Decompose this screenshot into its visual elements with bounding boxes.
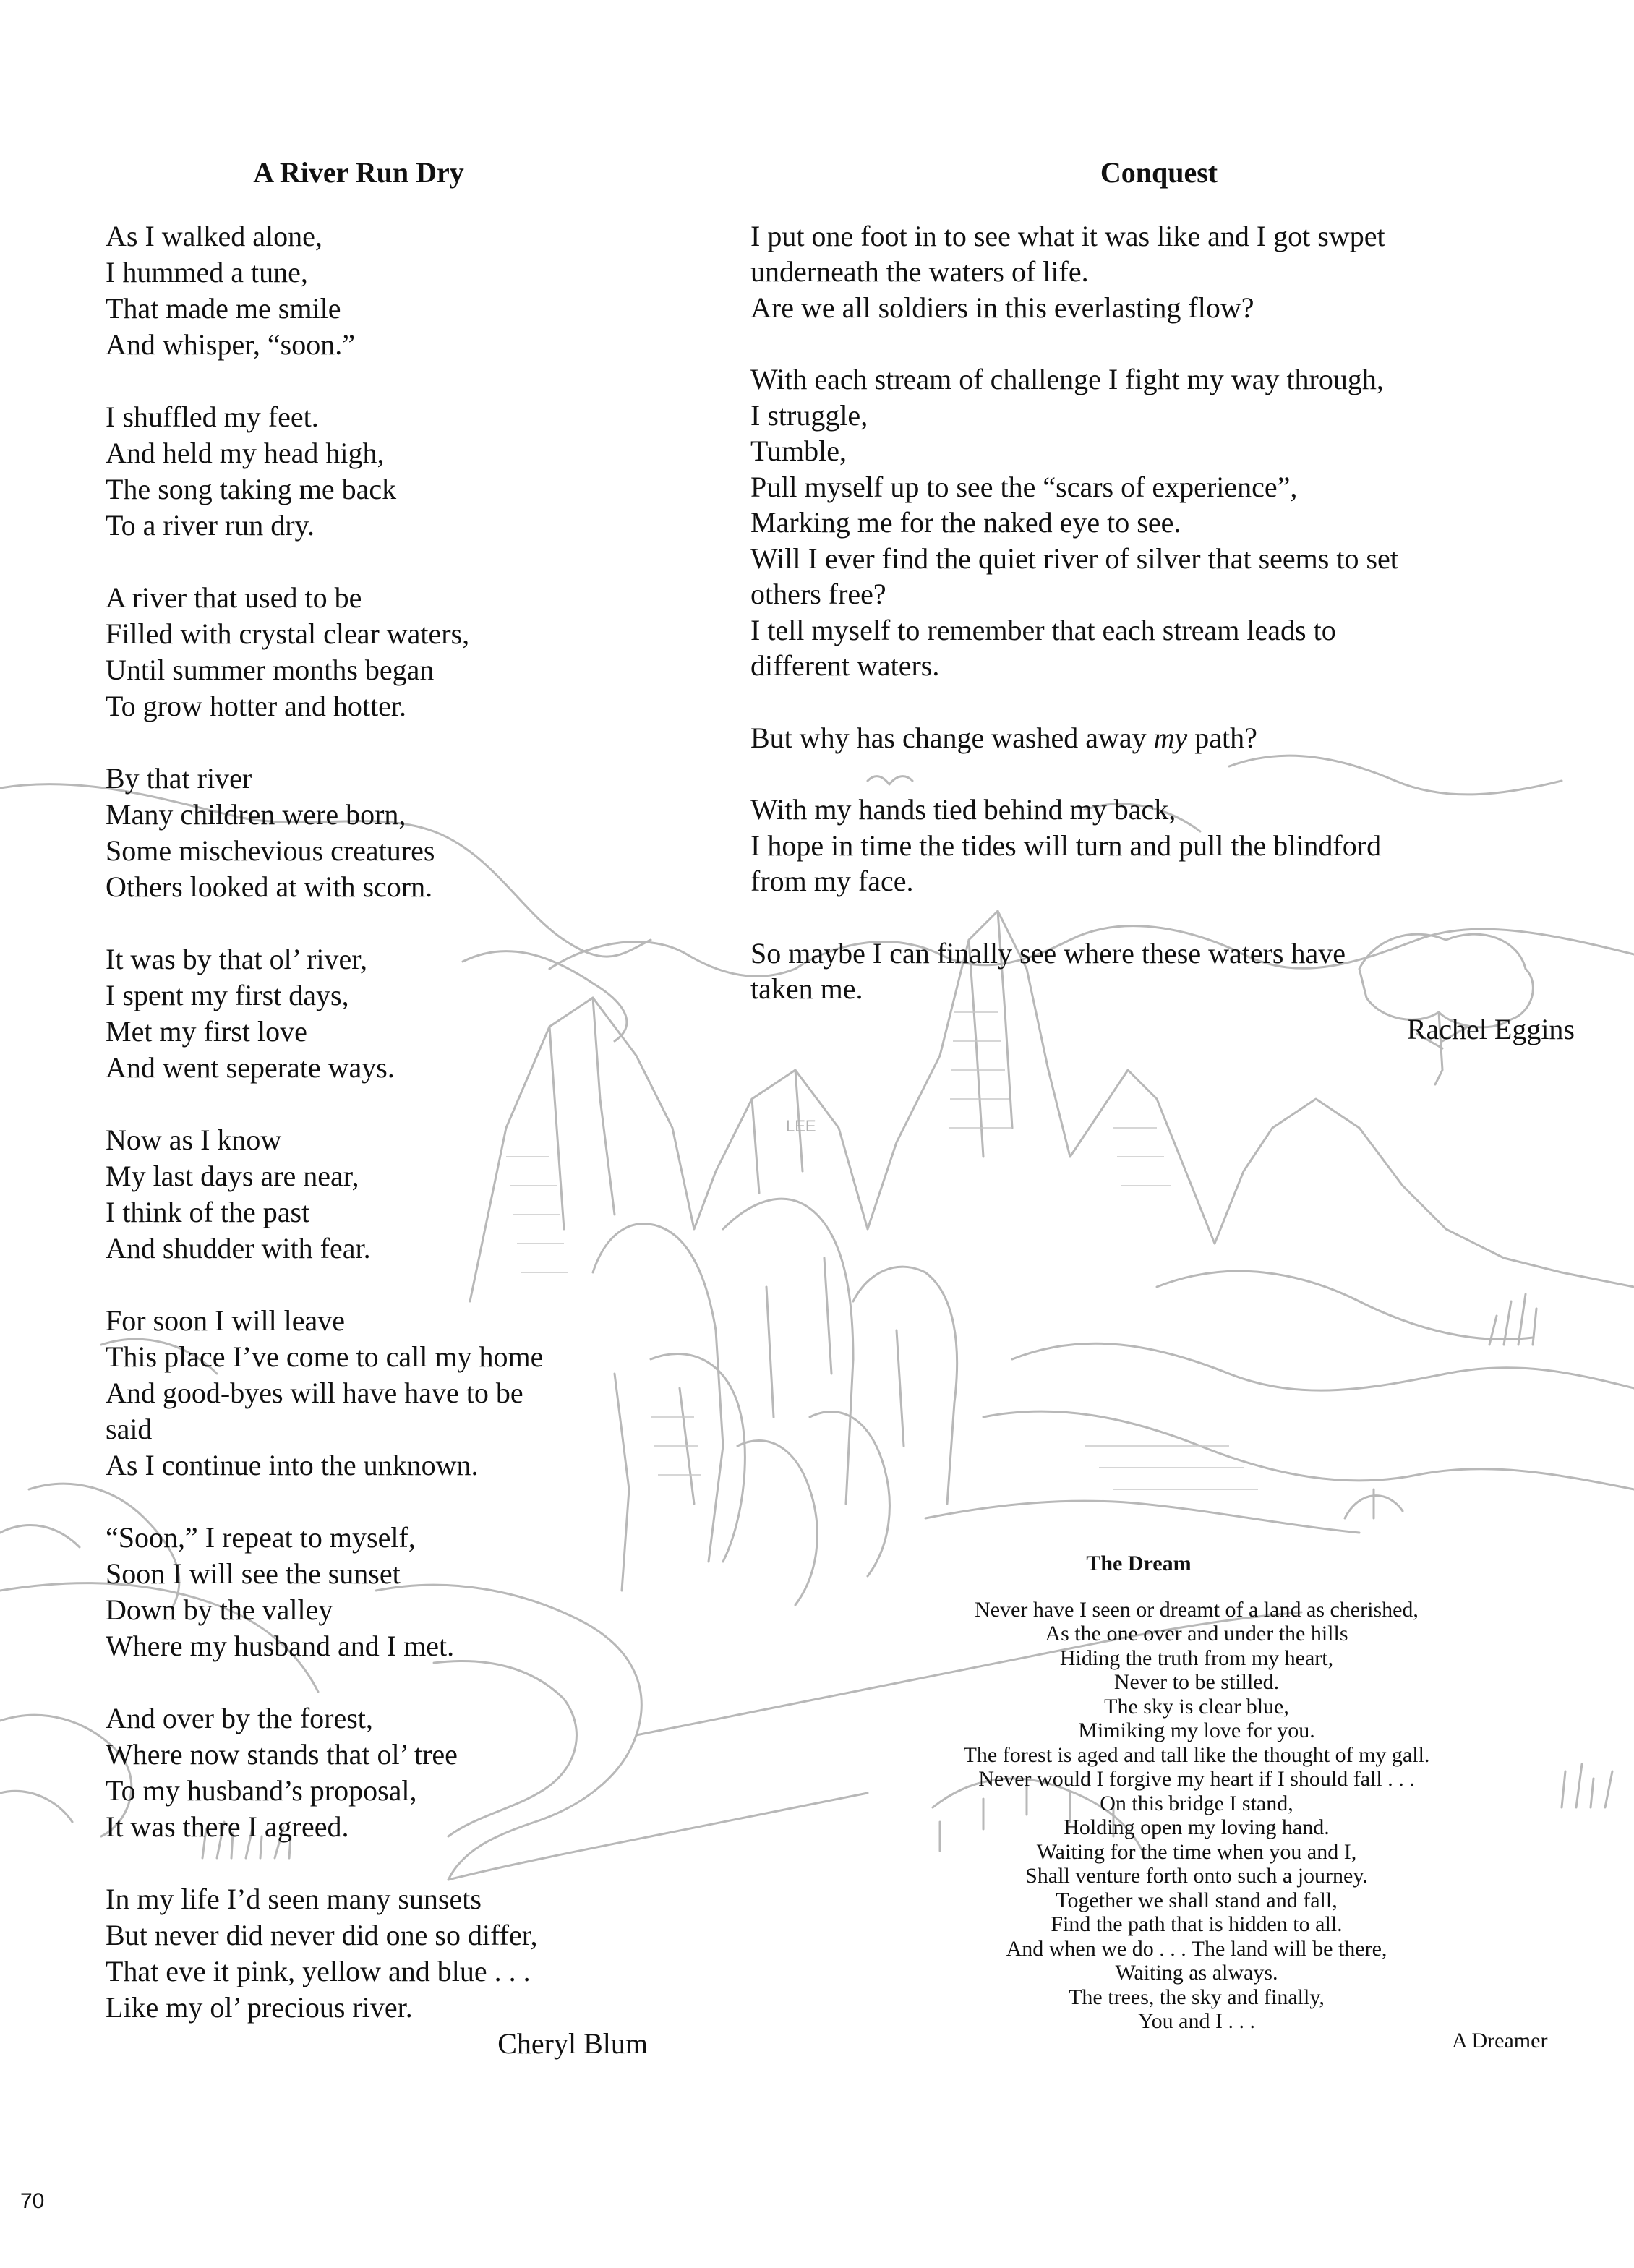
poem-stanza [106, 761, 655, 905]
poem-line: Hiding the truth from my heart, [1059, 1646, 1334, 1670]
poem-line: Together we shall stand and fall, [1056, 1888, 1338, 1912]
poem-line: And over by the forest, [106, 1702, 373, 1734]
poem-line: This place I’ve come to call my home [106, 1340, 544, 1373]
line-text: But why has change washed away [750, 721, 1154, 754]
poem-line: Never would I forgive my heart if I should fall . . . [978, 1767, 1415, 1791]
poem-stanza [106, 1520, 655, 1664]
poem-title: Conquest [1100, 156, 1218, 189]
poem-body [106, 218, 655, 2026]
poem-line: That made me smile [106, 292, 341, 325]
poem-line: Met my first love [106, 1015, 307, 1048]
poem-line: As I walked alone, [106, 220, 322, 252]
poem-stanza [106, 1303, 655, 1484]
poem-line: “Soon,” I repeat to myself, [106, 1521, 416, 1554]
poem-stanza [106, 1700, 655, 1845]
poem-line: By that river [106, 762, 252, 795]
poem-author: A Dreamer [1452, 2029, 1548, 2053]
poem-line: Some mischevious creatures [106, 834, 435, 867]
poem-line: It was there I agreed. [106, 1810, 349, 1843]
poem-body [889, 1598, 1504, 2034]
poem-line: Pull myself up to see the “scars of experience”, [750, 470, 1298, 503]
poem-line: My last days are near, [106, 1160, 359, 1192]
poem-stanza [106, 1122, 655, 1267]
poem-line: And went seperate ways. [106, 1051, 395, 1084]
poem-line: Down by the valley [106, 1593, 333, 1626]
poem-line: Soon I will see the sunset [106, 1557, 401, 1590]
poem-line: That eve it pink, yellow and blue . . . [106, 1955, 531, 1987]
poem-line: The song taking me back [106, 473, 397, 505]
poem-line: With each stream of challenge I fight my way through, [750, 363, 1384, 395]
poem-stanza [106, 941, 655, 1086]
poem-line: Now as I know [106, 1124, 282, 1156]
poem-line: I shuffled my feet. [106, 401, 319, 433]
poem-line: In my life I’d seen many sunsets [106, 1883, 482, 1915]
poem-stanza [106, 218, 655, 363]
poem-line: To my husband’s proposal, [106, 1774, 417, 1807]
poem-line [750, 720, 1575, 756]
poem-author: Cheryl Blum [497, 2027, 648, 2060]
poem-line: Never have I seen or dreamt of a land as cherished, [975, 1597, 1419, 1622]
poem-stanza [106, 1881, 655, 2026]
page-number: 70 [20, 2189, 45, 2213]
poem-line: Waiting as always. [1115, 1961, 1278, 1985]
poem-line: underneath the waters of life. [750, 255, 1089, 288]
poem-line: To grow hotter and hotter. [106, 690, 406, 722]
poem-line: Many children were born, [106, 798, 406, 831]
poem-line: So maybe I can finally see where these waters have [750, 936, 1346, 970]
poem-stanza [750, 218, 1575, 326]
poem-line: Shall venture forth onto such a journey. [1025, 1864, 1368, 1888]
poem-line: taken me. [750, 972, 863, 1005]
poem-line: Are we all soldiers in this everlasting flow? [750, 291, 1254, 324]
poem-line: For soon I will leave [106, 1304, 346, 1337]
poem-stanza [750, 361, 1575, 684]
poem-line: Mimiking my love for you. [1078, 1719, 1315, 1742]
poem-line: And shudder with fear. [106, 1232, 371, 1264]
poem-line: And good-byes will have have to be [106, 1377, 523, 1409]
poem-line: I struggle, [750, 398, 868, 432]
poem-title: The Dream [1086, 1552, 1192, 1575]
poem-line: Like my ol’ precious river. [106, 1991, 413, 2024]
poem-line: different waters. [750, 649, 940, 682]
poem-stanza [750, 936, 1575, 1007]
poem-title: A River Run Dry [253, 156, 464, 189]
poem-line: Holding open my loving hand. [1064, 1815, 1330, 1839]
poem-line: You and I . . . [1138, 2009, 1255, 2033]
poem-line: Until summer months began [106, 654, 435, 686]
poem-line: And whisper, “soon.” [106, 328, 355, 361]
poem-line: I put one foot in to see what it was like and I got swpet [750, 219, 1385, 252]
poem-line: I spent my first days, [106, 979, 349, 1011]
poem-stanza [750, 792, 1575, 899]
poem-line: I hummed a tune, [106, 256, 308, 288]
poem-line: With my hands tied behind my back, [750, 793, 1176, 826]
poem-line: Waiting for the time when you and I, [1036, 1839, 1357, 1864]
poem-stanza [106, 399, 655, 544]
poem-line: Filled with crystal clear waters, [106, 617, 470, 650]
poem-line: The trees, the sky and finally, [1069, 1985, 1325, 2009]
poem-line: Others looked at with scorn. [106, 870, 433, 903]
poem-line: Never to be stilled. [1113, 1670, 1280, 1694]
poem-line: said [106, 1413, 153, 1445]
poem-stanza [750, 720, 1575, 756]
poem-a-river-run-dry [106, 155, 655, 2062]
poem-line: Where my husband and I met. [106, 1630, 455, 1662]
poem-line: I hope in time the tides will turn and pull the blindford [750, 829, 1382, 862]
poem-the-dream [889, 1552, 1504, 2034]
poem-conquest [750, 155, 1575, 1047]
poem-line: The sky is clear blue, [1104, 1694, 1289, 1719]
poem-line: And when we do . . . The land will be there, [1006, 1936, 1387, 1961]
poem-line: The forest is aged and tall like the thought of my gall. [963, 1742, 1430, 1767]
emphasized-word: my [1153, 721, 1188, 754]
poem-line: On this bridge I stand, [1100, 1791, 1293, 1815]
poem-line: To a river run dry. [106, 509, 315, 542]
poem-line: It was by that ol’ river, [106, 943, 367, 975]
poem-line: I think of the past [106, 1196, 310, 1228]
poem-line: Find the path that is hidden to all. [1051, 1912, 1343, 1936]
poem-line: I tell myself to remember that each stream leads to [750, 613, 1336, 646]
poem-line: Marking me for the naked eye to see. [750, 506, 1181, 539]
poem-line: As I continue into the unknown. [106, 1449, 479, 1481]
poem-stanza [106, 580, 655, 724]
poem-author: Rachel Eggins [1406, 1012, 1575, 1045]
poem-line: Will I ever find the quiet river of silver that seems to set [750, 542, 1398, 575]
poem-line: from my face. [750, 865, 914, 897]
poem-line: others free? [750, 578, 886, 610]
artist-signature: LEE [786, 1117, 816, 1135]
poem-line: But never did never did one so differ, [106, 1919, 538, 1951]
poem-line: And held my head high, [106, 437, 385, 469]
poem-line: As the one over and under the hills [1045, 1622, 1348, 1646]
poem-line: Where now stands that ol’ tree [106, 1738, 458, 1771]
poem-line: A river that used to be [106, 581, 362, 614]
line-text: path? [1187, 721, 1257, 754]
poem-line: Tumble, [750, 435, 847, 467]
